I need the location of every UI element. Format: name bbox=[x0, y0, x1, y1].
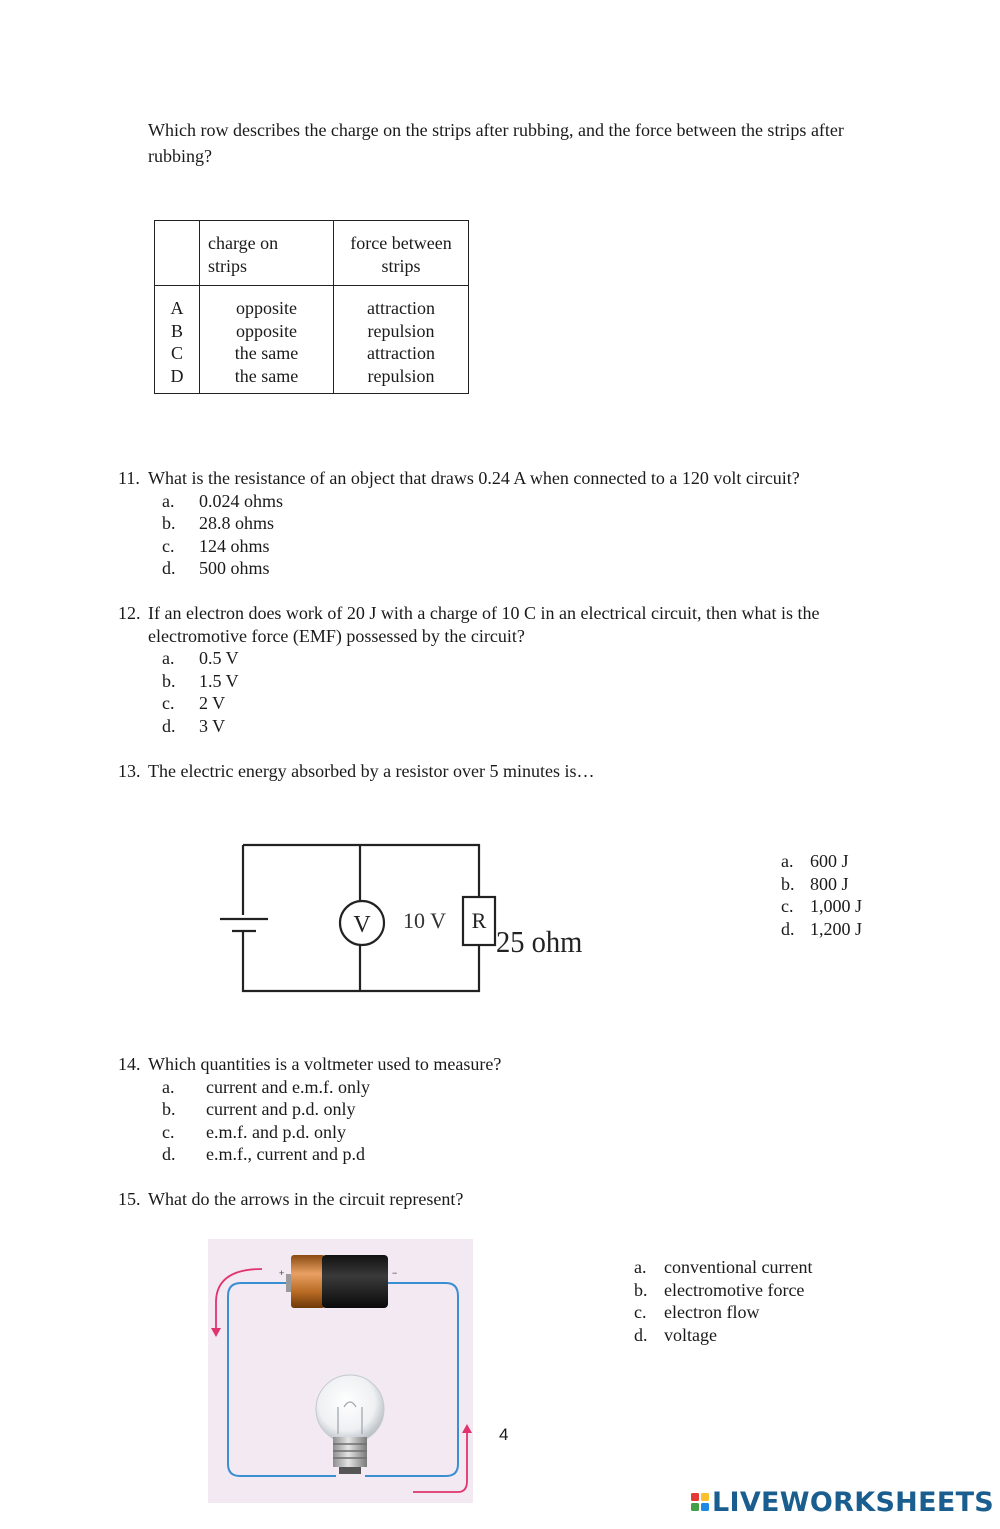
q14-number: 14. bbox=[118, 1054, 141, 1074]
q12-option-a-letter: a. bbox=[162, 648, 175, 668]
brand-wordmark[interactable]: LIVEWORKSHEETS bbox=[712, 1487, 995, 1518]
resistor-label: R bbox=[471, 908, 487, 933]
q15-option-a-letter: a. bbox=[634, 1257, 647, 1277]
q15-option-c[interactable]: electron flow bbox=[664, 1302, 760, 1322]
q11-option-a[interactable]: 0.024 ohms bbox=[199, 491, 284, 511]
q13-number: 13. bbox=[118, 761, 141, 781]
q13-option-b-letter: b. bbox=[781, 874, 795, 894]
q15-text: What do the arrows in the circuit represent? bbox=[148, 1189, 464, 1209]
voltmeter-label: V bbox=[353, 912, 371, 938]
q15-number: 15. bbox=[118, 1189, 141, 1209]
q15-option-d-letter: d. bbox=[634, 1325, 648, 1345]
q12-option-a[interactable]: 0.5 V bbox=[199, 648, 239, 668]
q14-option-c-letter: c. bbox=[162, 1122, 175, 1142]
q14-option-a-letter: a. bbox=[162, 1077, 175, 1097]
table-charge-cell: opposite opposite the same the same bbox=[200, 286, 334, 394]
q12-text-line-1: If an electron does work of 20 J with a charge of 10 C in an electrical circuit, then what is the bbox=[148, 603, 820, 623]
q13-circuit-diagram bbox=[210, 835, 590, 1000]
q15-option-a[interactable]: conventional current bbox=[664, 1257, 813, 1277]
q11-text: What is the resistance of an object that draws 0.24 A when connected to a 120 volt circuit? bbox=[148, 468, 800, 488]
q14-option-d[interactable]: e.m.f., current and p.d bbox=[206, 1144, 365, 1164]
q13-option-b[interactable]: 800 J bbox=[810, 874, 849, 894]
table-header-charge: charge on strips bbox=[200, 221, 334, 286]
table-header-row bbox=[155, 221, 469, 286]
q12-option-c[interactable]: 2 V bbox=[199, 693, 226, 713]
q13-text: The electric energy absorbed by a resistor over 5 minutes is… bbox=[148, 761, 595, 781]
q15-option-c-letter: c. bbox=[634, 1302, 647, 1322]
q15-option-d[interactable]: voltage bbox=[664, 1325, 717, 1345]
liveworksheets-logo-icon bbox=[690, 1492, 710, 1518]
q12-option-c-letter: c. bbox=[162, 693, 175, 713]
q13-option-a-letter: a. bbox=[781, 851, 794, 871]
q11-option-d[interactable]: 500 ohms bbox=[199, 558, 270, 578]
q12-number: 12. bbox=[118, 603, 141, 623]
q11-option-c[interactable]: 124 ohms bbox=[199, 536, 270, 556]
q11-option-a-letter: a. bbox=[162, 491, 175, 511]
table-keys-cell: A B C D bbox=[155, 286, 200, 394]
q14-option-c[interactable]: e.m.f. and p.d. only bbox=[206, 1122, 346, 1142]
q15-option-b[interactable]: electromotive force bbox=[664, 1280, 805, 1300]
q14-option-d-letter: d. bbox=[162, 1144, 176, 1164]
table-force-cell: attraction repulsion attraction repulsion bbox=[334, 286, 469, 394]
q12-option-d-letter: d. bbox=[162, 716, 176, 736]
table-header-force: force between strips bbox=[334, 221, 469, 286]
charge-force-table bbox=[154, 220, 469, 394]
battery-minus-label: − bbox=[392, 1268, 398, 1278]
table-row bbox=[155, 286, 469, 394]
q15-option-b-letter: b. bbox=[634, 1280, 648, 1300]
q13-option-d[interactable]: 1,200 J bbox=[810, 919, 863, 939]
q11-option-b-letter: b. bbox=[162, 513, 176, 533]
q11-option-b[interactable]: 28.8 ohms bbox=[199, 513, 275, 533]
q12-option-d[interactable]: 3 V bbox=[199, 716, 226, 736]
resistance-label: 25 ohm bbox=[496, 924, 583, 960]
battery-icon bbox=[286, 1255, 388, 1308]
page-number: 4 bbox=[499, 1425, 509, 1444]
q12-text-line-2: electromotive force (EMF) possessed by the circuit? bbox=[148, 626, 525, 646]
intro-line-2: rubbing? bbox=[148, 146, 212, 166]
q13-option-a[interactable]: 600 J bbox=[810, 851, 849, 871]
q13-option-c[interactable]: 1,000 J bbox=[810, 896, 863, 916]
q13-option-d-letter: d. bbox=[781, 919, 795, 939]
q12-option-b[interactable]: 1.5 V bbox=[199, 671, 239, 691]
q14-option-b[interactable]: current and p.d. only bbox=[206, 1099, 356, 1119]
q15-circuit-picture bbox=[208, 1239, 473, 1503]
q11-option-d-letter: d. bbox=[162, 558, 176, 578]
q14-text: Which quantities is a voltmeter used to measure? bbox=[148, 1054, 502, 1074]
intro-line-1: Which row describes the charge on the strips after rubbing, and the force between the strips after bbox=[148, 120, 844, 140]
q14-option-a[interactable]: current and e.m.f. only bbox=[206, 1077, 370, 1097]
q14-option-b-letter: b. bbox=[162, 1099, 176, 1119]
battery-plus-label: + bbox=[279, 1268, 285, 1278]
q11-option-c-letter: c. bbox=[162, 536, 175, 556]
table-header-empty bbox=[155, 221, 200, 286]
q12-option-b-letter: b. bbox=[162, 671, 176, 691]
voltage-label: 10 V bbox=[403, 908, 446, 933]
q11-number: 11. bbox=[118, 468, 140, 488]
q13-option-c-letter: c. bbox=[781, 896, 794, 916]
